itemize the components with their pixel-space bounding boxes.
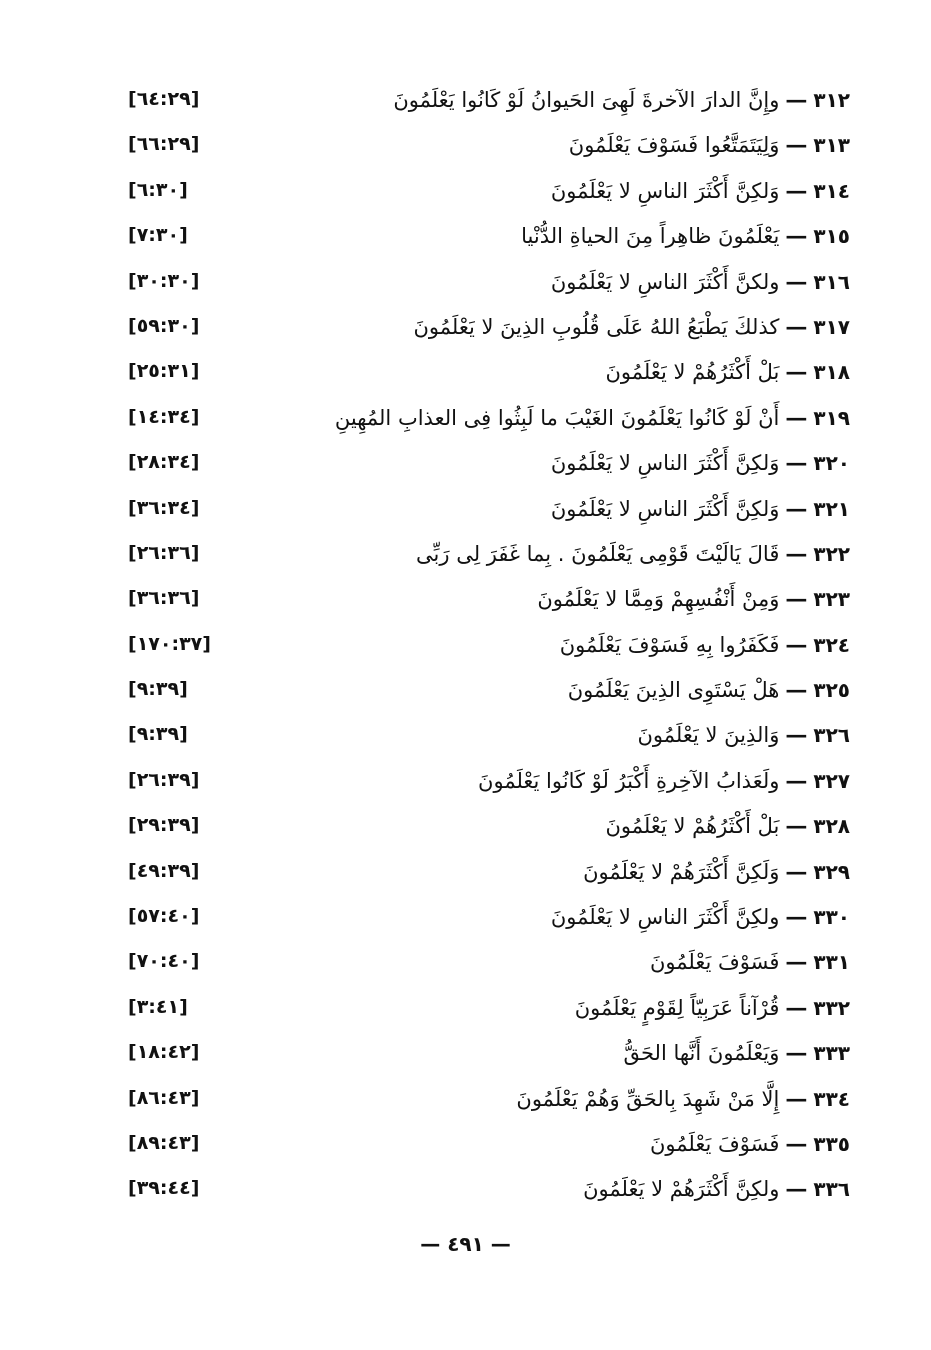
entry-dash: — (785, 404, 808, 431)
entry-dash: — (785, 631, 808, 658)
verse-line (569, 129, 850, 162)
entry-number: ٣١٧ (813, 314, 850, 339)
entry-number: ٣١٨ (813, 360, 850, 385)
verse-reference: [١٧٠:٣٧] (128, 632, 211, 655)
verse-text: بَلْ أَكْثَرُهُمْ لا يَعْلَمُونَ (605, 814, 780, 839)
entry-number: ٣٢٥ (813, 678, 850, 703)
verse-entry (120, 354, 850, 399)
verse-text: وَمِنْ أَنْفُسِهِمْ وَمِمَّا لا يَعْلَمُونَ (537, 587, 780, 612)
verse-reference: [٨٩:٤٣] (128, 1131, 200, 1154)
verse-entry (120, 445, 850, 490)
entry-number: ٣٣٣ (813, 1041, 850, 1066)
verse-reference: [٢٦:٣٩] (128, 768, 200, 791)
verse-reference: [٦٤:٢٩] (128, 88, 200, 110)
verse-reference: [٩:٣٩] (128, 678, 188, 701)
verse-entry (120, 1171, 850, 1216)
verse-reference: [١٨:٤٢] (128, 1041, 200, 1064)
entry-number: ٣١٣ (813, 133, 850, 158)
entry-number: ٣١٤ (813, 178, 850, 203)
verse-line (568, 674, 850, 707)
verse-reference: [٧٠:٤٠] (128, 950, 200, 973)
verse-entry (120, 309, 850, 354)
verse-entry (120, 854, 850, 899)
entry-number: ٣٢٠ (813, 451, 850, 476)
verse-text: إِلَّا مَنْ شَهِدَ بِالحَقِّ وَهُمْ يَعْلَمُونَ (516, 1086, 780, 1111)
entry-number: ٣١٦ (813, 269, 850, 294)
entry-dash: — (785, 1176, 808, 1203)
verse-reference: [٨٦:٤٣] (128, 1086, 200, 1109)
verse-line (575, 992, 850, 1025)
verse-text: ولكِنَّ أَكْثَرَ الناسِ لا يَعْلَمُونَ (550, 905, 780, 930)
entry-dash: — (785, 813, 808, 840)
entry-number: ٣٢٩ (813, 859, 850, 884)
verse-entry (120, 990, 850, 1035)
verse-reference: [٢٦:٣٦] (128, 541, 200, 564)
verse-line (516, 1083, 850, 1116)
verse-line (416, 538, 850, 571)
verse-line (605, 356, 850, 389)
verse-line (650, 1128, 850, 1161)
verse-text: وَالذِينَ لا يَعْلَمُونَ (637, 723, 780, 748)
verse-text: فَسَوْفَ يَعْلَمُونَ (649, 950, 780, 975)
entry-number: ٣٣٢ (813, 995, 850, 1020)
verse-entry (120, 536, 850, 581)
verse-text: ولكِنَّ أَكْثَرَهُمْ لا يَعْلَمُونَ (583, 1177, 780, 1202)
verse-entry (120, 717, 850, 762)
entry-number: ٣٢٨ (813, 814, 850, 839)
entry-dash: — (785, 87, 808, 113)
verse-line (650, 946, 850, 979)
entry-number: ٣٣١ (813, 950, 850, 975)
entry-number: ٣٢٦ (813, 723, 850, 748)
entry-dash: — (785, 904, 808, 931)
verse-text: وَلكِنَّ أَكْثَرَ الناسِ لا يَعْلَمُونَ (550, 178, 780, 203)
entry-dash: — (785, 132, 808, 159)
verse-text: يَعْلَمُونَ ظاهِراً مِنَ الحياةِ الدُّنْيا (521, 224, 780, 249)
verse-line (560, 629, 850, 662)
verse-entry (120, 264, 850, 309)
entry-dash: — (785, 268, 808, 295)
verse-text: أَنْ لَوْ كَانُوا يَعْلَمُونَ الغَيْبَ ما لَبِثُوا فِى العذابِ المُهِينِ (334, 405, 780, 430)
verse-line (637, 719, 850, 752)
verse-entry (120, 82, 850, 127)
verse-text: فَكَفَرُوا بِهِ فَسَوْفَ يَعْلَمُونَ (559, 632, 780, 657)
entry-number: ٣٢٤ (813, 632, 850, 657)
verse-text: وَيَعْلَمُونَ أَنَّها الحَقُّ (623, 1041, 780, 1066)
verse-reference: [٦:٣٠] (128, 178, 188, 201)
verse-entry (120, 491, 850, 536)
verse-reference: [٩:٣٩] (128, 723, 188, 746)
verse-entry (120, 1035, 850, 1080)
verse-reference: [٦٦:٢٩] (128, 133, 200, 156)
verse-line (537, 583, 850, 616)
verse-line (583, 1173, 850, 1206)
entry-number: ٣٢٧ (813, 768, 850, 793)
verse-entry (120, 400, 850, 445)
entry-number: ٣٣٥ (813, 1131, 850, 1156)
verse-index-list (120, 82, 850, 1217)
verse-entry (120, 899, 850, 944)
entry-number: ٣٢١ (813, 496, 850, 521)
verse-line (551, 901, 850, 934)
verse-text: هَلْ يَسْتَوِى الذِينَ يَعْلَمُونَ (567, 678, 780, 703)
verse-reference: [٣٩:٤٤] (128, 1177, 200, 1200)
verse-text: قُرْآناً عَرَبِيّاً لِقَوْمٍ يَعْلَمُونَ (574, 995, 780, 1020)
verse-entry (120, 627, 850, 672)
verse-entry (120, 808, 850, 853)
verse-line (551, 175, 850, 208)
verse-reference: [٥٩:٣٠] (128, 314, 200, 337)
verse-line (335, 402, 850, 435)
verse-text: بَلْ أَكْثَرُهُمْ لا يَعْلَمُونَ (605, 360, 780, 385)
entry-dash: — (785, 1040, 808, 1067)
verse-reference: [٣٦:٣٤] (128, 496, 200, 519)
entry-number: ٣٢٢ (813, 541, 850, 566)
verse-line (605, 810, 850, 843)
verse-text: ولكنَّ أَكْثَرَ الناسِ لا يَعْلَمُونَ (550, 269, 780, 294)
verse-entry (120, 944, 850, 989)
entry-dash: — (785, 1085, 808, 1112)
verse-line (551, 447, 850, 480)
verse-text: وَلكِنَّ أَكْثَرَ الناسِ لا يَعْلَمُونَ (550, 451, 780, 476)
verse-line (623, 1037, 850, 1070)
entry-dash: — (785, 450, 808, 477)
verse-line (551, 266, 850, 299)
entry-number: ٣٣٠ (813, 905, 850, 930)
verse-entry (120, 763, 850, 808)
entry-dash: — (785, 722, 808, 749)
entry-number: ٣٣٤ (813, 1086, 850, 1111)
verse-reference: [٢٩:٣٩] (128, 814, 200, 837)
entry-dash: — (785, 677, 808, 704)
entry-dash: — (785, 1130, 808, 1157)
verse-line (414, 311, 851, 344)
verse-line (521, 220, 850, 253)
verse-reference: [٣٠:٣٠] (128, 269, 200, 292)
entry-dash: — (785, 540, 808, 567)
verse-text: كذلكَ يَطْبَعُ اللهُ عَلَى قُلُوبِ الذِينَ لا يَعْلَمُونَ (413, 314, 780, 339)
entry-dash: — (785, 858, 808, 885)
verse-text: وَلَكِنَّ أَكْثَرَهُمْ لا يَعْلَمُونَ (583, 859, 780, 884)
verse-entry (120, 127, 850, 172)
entry-dash: — (785, 313, 808, 340)
verse-text: وَلِيَتَمَتَّعُوا فَسَوْفَ يَعْلَمُونَ (568, 133, 780, 158)
entry-dash: — (785, 177, 808, 204)
entry-number: ٣١٢ (813, 88, 850, 112)
verse-reference: [١٤:٣٤] (128, 405, 200, 428)
verse-entry (120, 581, 850, 626)
entry-dash: — (785, 586, 808, 613)
verse-reference: [٢٨:٣٤] (128, 451, 200, 474)
verse-line (393, 84, 850, 117)
verse-reference: [٤٩:٣٩] (128, 859, 200, 882)
verse-reference: [٢٥:٣١] (128, 360, 200, 383)
entry-dash: — (785, 223, 808, 250)
entry-dash: — (785, 495, 808, 522)
entry-dash: — (785, 767, 808, 794)
verse-reference: [٣:٤١] (128, 995, 188, 1018)
verse-line (551, 493, 850, 526)
page-number: — ٤٩١ — (420, 1232, 511, 1256)
verse-text: ولَعَذابُ الآخِرةِ أَكْبَرُ لَوْ كَانُوا يَعْلَمُونَ (478, 768, 780, 793)
entry-number: ٣١٩ (813, 405, 850, 430)
verse-reference: [٣٦:٣٦] (128, 587, 200, 610)
entry-number: ٣١٥ (813, 224, 850, 249)
verse-entry (120, 173, 850, 218)
verse-text: وإِنَّ الدارَ الآخرةَ لَهِىَ الحَيوانُ لَوْ كَانُوا يَعْلَمُونَ (393, 88, 780, 112)
verse-reference: [٥٧:٤٠] (128, 905, 200, 928)
verse-line (478, 765, 850, 798)
verse-reference: [٧:٣٠] (128, 224, 188, 247)
verse-text: قَالَ يَالَيْتَ قَوْمِى يَعْلَمُونَ . بِما غَفَرَ لِى رَبِّى (416, 541, 780, 566)
verse-text: فَسَوْفَ يَعْلَمُونَ (649, 1131, 780, 1156)
entry-number: ٣٢٣ (813, 587, 850, 612)
entry-dash: — (785, 994, 808, 1021)
entry-dash: — (785, 949, 808, 976)
verse-entry (120, 1126, 850, 1171)
verse-entry (120, 672, 850, 717)
entry-dash: — (785, 359, 808, 386)
entry-number: ٣٣٦ (813, 1177, 850, 1202)
verse-text: وَلكِنَّ أَكْثَرَ الناسِ لا يَعْلَمُونَ (550, 496, 780, 521)
verse-entry (120, 1081, 850, 1126)
verse-entry (120, 218, 850, 263)
verse-line (583, 856, 850, 889)
